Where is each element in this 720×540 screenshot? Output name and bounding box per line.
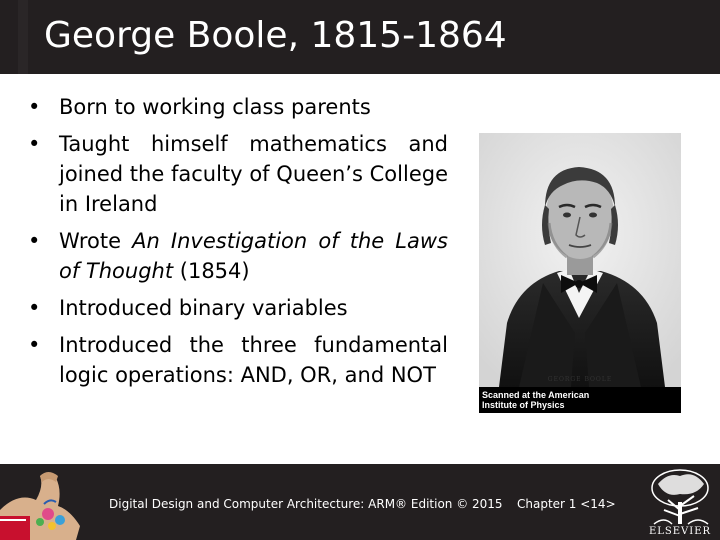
slide-title: George Boole, 1815-1864 — [44, 15, 507, 56]
scan-credit-line-1: Scanned at the American — [482, 390, 590, 400]
title-accent-strip — [18, 0, 28, 74]
bullet-text: Introduced binary variables — [59, 296, 348, 320]
flexed-arm-logo — [0, 466, 90, 540]
george-boole-portrait — [479, 133, 681, 413]
bullet-text: Wrote — [59, 229, 133, 253]
bullet-item — [28, 293, 448, 323]
bullet-text: Taught himself mathematics and joined the faculty of Queen’s College in Ireland — [59, 132, 448, 216]
scan-credit-box — [479, 387, 681, 413]
bullet-item — [28, 129, 448, 219]
bullet-text: Introduced the three fundamental logic operations: AND, OR, and NOT — [59, 333, 448, 387]
portrait-caption-name: GEORGE BOOLE — [547, 376, 613, 383]
bullet-item — [28, 226, 448, 286]
scan-credit-line-2: Institute of Physics — [482, 400, 565, 410]
bullet-item — [28, 92, 448, 122]
portrait-engraving — [479, 133, 681, 387]
bullet-italic-text: An Investigation of the Laws of Thought — [59, 229, 448, 283]
bullet-list — [28, 92, 448, 397]
footer-book-title: Digital Design and Computer Architecture: ARM® Edition © 2015 — [109, 497, 503, 511]
bullet-text: Born to working class parents — [59, 95, 371, 119]
bullet-item — [28, 330, 448, 390]
footer-chapter-page: Chapter 1 <14> — [517, 497, 616, 511]
bullet-text: (1854) — [173, 259, 250, 283]
elsevier-wordmark: ELSEVIER — [648, 526, 712, 537]
